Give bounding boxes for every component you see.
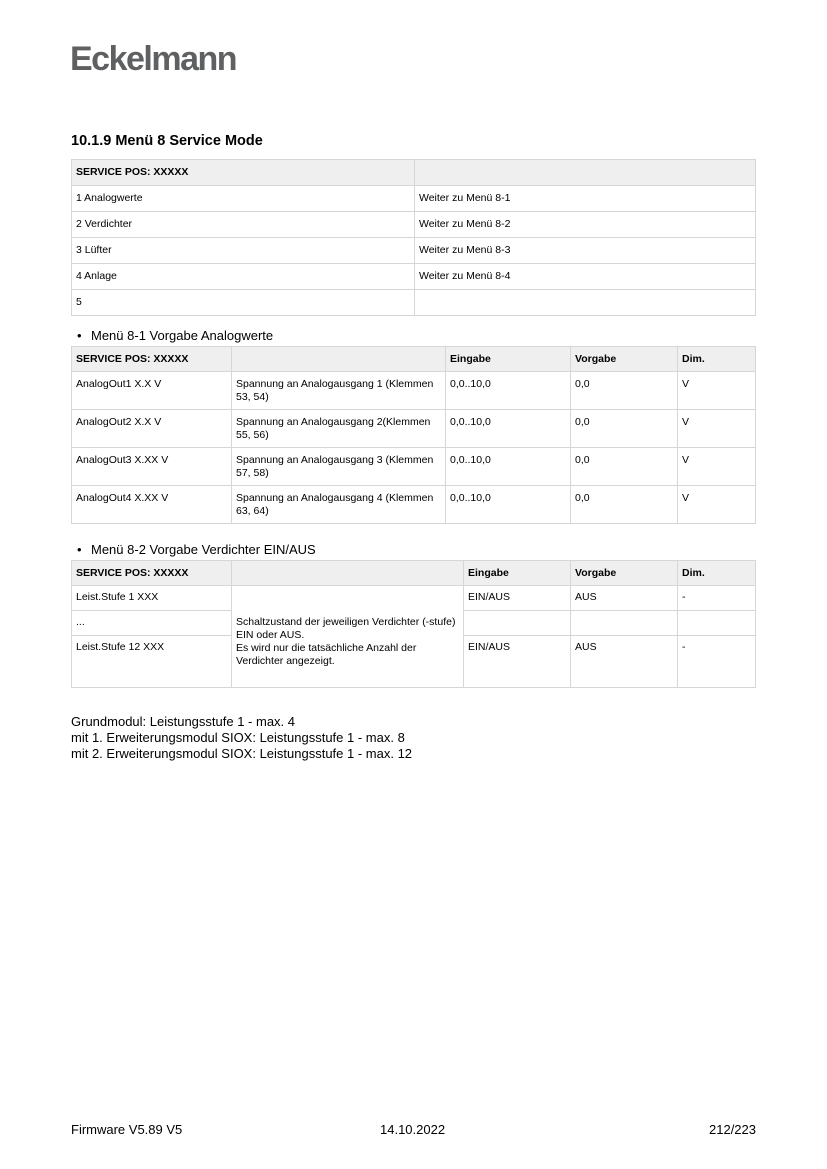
table-header-cell: Dim.	[678, 561, 756, 586]
section-title: 10.1.9 Menü 8 Service Mode	[71, 133, 263, 149]
menu8-1-table	[71, 346, 756, 524]
footer-firmware: Firmware V5.89 V5	[71, 1122, 183, 1137]
table-cell: ...	[72, 611, 232, 636]
menu8-table	[71, 159, 756, 316]
table-cell: V	[678, 410, 756, 448]
table-header-cell	[415, 160, 756, 186]
table-cell: 2 Verdichter	[72, 212, 415, 238]
table-row	[72, 264, 756, 290]
table-header-cell: SERVICE POS: XXXXX	[72, 347, 232, 372]
note-line: Grundmodul: Leistungsstufe 1 - max. 4	[71, 714, 296, 729]
table-cell: Spannung an Analogausgang 1 (Klemmen 53, 54)	[232, 372, 446, 410]
table-cell: -	[678, 636, 756, 688]
table-row	[72, 486, 756, 524]
table-cell: Weiter zu Menü 8-4	[415, 264, 756, 290]
table-cell: 0,0..10,0	[446, 486, 571, 524]
table-cell: -	[678, 586, 756, 611]
table-row	[72, 290, 756, 316]
table-cell: AnalogOut3 X.XX V	[72, 448, 232, 486]
table-cell	[571, 611, 678, 636]
note-line: mit 2. Erweiterungsmodul SIOX: Leistungsstufe 1 - max. 12	[71, 746, 413, 761]
table-cell: 1 Analogwerte	[72, 186, 415, 212]
table-cell: 3 Lüfter	[72, 238, 415, 264]
bullet-marker: •	[77, 328, 82, 343]
table-cell: 0,0	[571, 448, 678, 486]
table-cell: 0,0	[571, 372, 678, 410]
table-cell: 4 Anlage	[72, 264, 415, 290]
table-row	[72, 410, 756, 448]
table-cell: 0,0	[571, 410, 678, 448]
table-cell: Weiter zu Menü 8-1	[415, 186, 756, 212]
table-cell	[415, 290, 756, 316]
table-cell	[678, 611, 756, 636]
company-logo: Eckelmann	[70, 40, 237, 78]
menu8-1-title: Menü 8-1 Vorgabe Analogwerte	[91, 328, 274, 343]
table-cell: AnalogOut4 X.XX V	[72, 486, 232, 524]
table-header-row	[72, 160, 756, 186]
table-header-cell: SERVICE POS: XXXXX	[72, 561, 232, 586]
menu8-2-table	[71, 560, 756, 688]
table-cell	[464, 611, 571, 636]
table-header-cell: Eingabe	[446, 347, 571, 372]
table-cell: AUS	[571, 636, 678, 688]
table-header-cell: Dim.	[678, 347, 756, 372]
menu8-2-heading	[77, 542, 316, 557]
table-cell: V	[678, 448, 756, 486]
table-cell: 0,0..10,0	[446, 410, 571, 448]
table-row	[72, 372, 756, 410]
table-cell: V	[678, 372, 756, 410]
table-cell: AUS	[571, 586, 678, 611]
table-cell: 0,0..10,0	[446, 372, 571, 410]
table-cell: Weiter zu Menü 8-2	[415, 212, 756, 238]
table-row	[72, 212, 756, 238]
table-header-row	[72, 347, 756, 372]
footer-page-number: 212/223	[709, 1122, 756, 1137]
table-cell: Weiter zu Menü 8-3	[415, 238, 756, 264]
table-cell: AnalogOut1 X.X V	[72, 372, 232, 410]
table-row	[72, 586, 756, 611]
footer-date: 14.10.2022	[380, 1122, 446, 1137]
table-row	[72, 186, 756, 212]
table-cell: Leist.Stufe 12 XXX	[72, 636, 232, 688]
table-cell: Spannung an Analogausgang 4 (Klemmen 63, 64)	[232, 486, 446, 524]
note-line: mit 1. Erweiterungsmodul SIOX: Leistungsstufe 1 - max. 8	[71, 730, 405, 745]
menu8-2-title: Menü 8-2 Vorgabe Verdichter EIN/AUS	[91, 542, 316, 557]
table-cell: 5	[72, 290, 415, 316]
table-row	[72, 238, 756, 264]
description-cell: Schaltzustand der jeweiligen Verdichter (-stufe) EIN oder AUS. Es wird nur die tatsächliche Anzahl der Verdichter angezeigt.	[232, 586, 464, 688]
table-header-cell	[232, 561, 464, 586]
table-header-cell: Vorgabe	[571, 347, 678, 372]
table-row	[72, 448, 756, 486]
table-cell: EIN/AUS	[464, 636, 571, 688]
menu8-1-heading	[77, 328, 273, 343]
table-cell: 0,0	[571, 486, 678, 524]
table-cell: Leist.Stufe 1 XXX	[72, 586, 232, 611]
table-cell: Spannung an Analogausgang 2(Klemmen 55, 56)	[232, 410, 446, 448]
table-header-cell: Vorgabe	[571, 561, 678, 586]
table-cell: Spannung an Analogausgang 3 (Klemmen 57, 58)	[232, 448, 446, 486]
table-header-cell: Eingabe	[464, 561, 571, 586]
table-header-row	[72, 561, 756, 586]
table-cell: EIN/AUS	[464, 586, 571, 611]
bullet-marker: •	[77, 542, 82, 557]
table-cell: 0,0..10,0	[446, 448, 571, 486]
table-header-cell	[232, 347, 446, 372]
table-header-cell: SERVICE POS: XXXXX	[72, 160, 415, 186]
module-notes	[71, 714, 412, 762]
table-cell: AnalogOut2 X.X V	[72, 410, 232, 448]
table-cell: V	[678, 486, 756, 524]
